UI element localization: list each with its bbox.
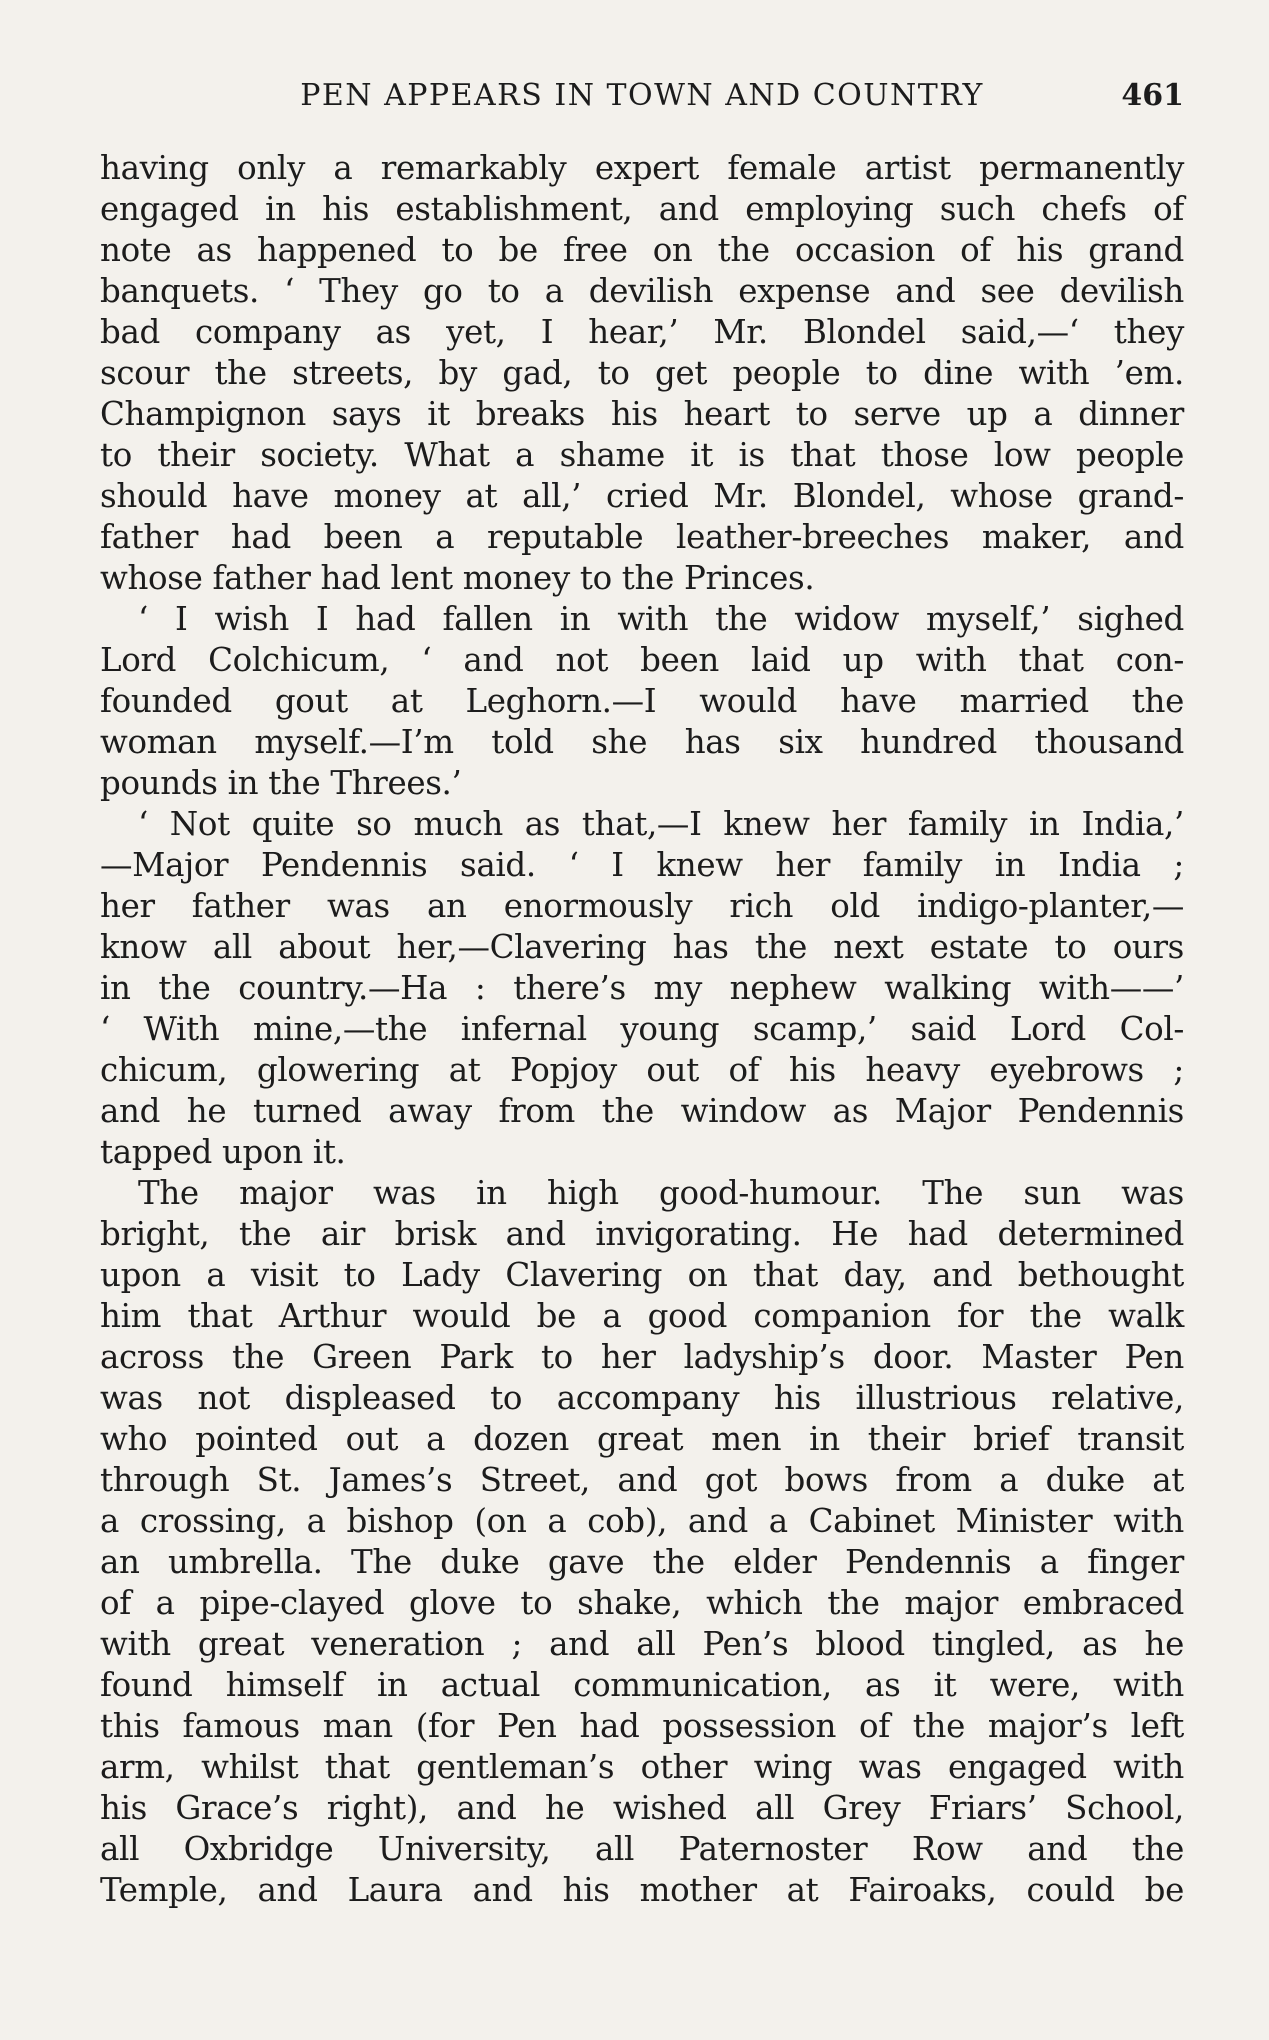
text-line: was not displeased to accompany his illustrious relative, [100, 1379, 1184, 1417]
text-line: upon a visit to Lady Clavering on that day, and bethought [100, 1256, 1184, 1294]
text-line: founded gout at Leghorn.—I would have married the [100, 682, 1184, 720]
text-line: tapped upon it. [100, 1133, 346, 1171]
text-line: him that Arthur would be a good companion for the walk [100, 1297, 1184, 1335]
text-line: Lord Colchicum, ‘ and not been laid up with that con- [100, 641, 1184, 679]
text-line: with great veneration ; and all Pen’s blood tingled, as he [100, 1625, 1184, 1663]
text-line: found himself in actual communication, as it were, with [100, 1666, 1184, 1704]
text-line: chicum, glowering at Popjoy out of his heavy eyebrows ; [100, 1051, 1184, 1089]
text-line: bad company as yet, I hear,’ Mr. Blondel said,—‘ they [100, 313, 1184, 351]
running-title: PEN APPEARS IN TOWN AND COUNTRY [300, 78, 984, 113]
text-line: in the country.—Ha : there’s my nephew walking with——’ [100, 969, 1184, 1007]
text-line: arm, whilst that gentleman’s other wing was engaged with [100, 1748, 1184, 1786]
text-line: this famous man (for Pen had possession of the major’s left [100, 1707, 1184, 1745]
text-line: a crossing, a bishop (on a cob), and a Cabinet Minister with [100, 1502, 1184, 1540]
text-line: across the Green Park to her ladyship’s door. Master Pen [100, 1338, 1184, 1376]
text-line: ‘ I wish I had fallen in with the widow myself,’ sighed [138, 600, 1184, 638]
text-line: his Grace’s right), and he wished all Grey Friars’ School, [100, 1789, 1184, 1827]
text-line: Champignon says it breaks his heart to serve up a dinner [100, 395, 1184, 433]
text-line: should have money at all,’ cried Mr. Blondel, whose grand- [100, 477, 1184, 515]
text-line: engaged in his establishment, and employing such chefs of [100, 190, 1184, 228]
text-line: pounds in the Threes.’ [100, 764, 462, 802]
text-line: through St. James’s Street, and got bows from a duke at [100, 1461, 1184, 1499]
text-line: her father was an enormously rich old indigo-planter,— [100, 887, 1184, 925]
text-line: ‘ Not quite so much as that,—I knew her family in India,’ [138, 805, 1184, 843]
text-line: banquets. ‘ They go to a devilish expense and see devilish [100, 272, 1184, 310]
text-line: Temple, and Laura and his mother at Fairoaks, could be [100, 1871, 1184, 1909]
page-number: 461 [1121, 78, 1184, 113]
text-line: —Major Pendennis said. ‘ I knew her family in India ; [100, 846, 1184, 884]
text-line: scour the streets, by gad, to get people to dine with ’em. [100, 354, 1184, 392]
text-line: ‘ With mine,—the infernal young scamp,’ said Lord Col- [100, 1010, 1184, 1048]
text-line: an umbrella. The duke gave the elder Pendennis a finger [100, 1543, 1184, 1581]
body-text [100, 148, 1184, 1911]
text-line: know all about her,—Clavering has the next estate to ours [100, 928, 1184, 966]
text-line: who pointed out a dozen great men in their brief transit [100, 1420, 1184, 1458]
text-line: having only a remarkably expert female artist permanently [100, 149, 1184, 187]
text-line: father had been a reputable leather-breeches maker, and [100, 518, 1184, 556]
text-line: note as happened to be free on the occasion of his grand [100, 231, 1184, 269]
text-line: whose father had lent money to the Princes. [100, 559, 815, 597]
text-line: woman myself.—I’m told she has six hundred thousand [100, 723, 1184, 761]
text-line: of a pipe-clayed glove to shake, which the major embraced [100, 1584, 1184, 1622]
text-line: and he turned away from the window as Major Pendennis [100, 1092, 1184, 1130]
text-line: to their society. What a shame it is that those low people [100, 436, 1184, 474]
text-line: all Oxbridge University, all Paternoster Row and the [100, 1830, 1184, 1868]
text-line: The major was in high good-humour. The sun was [138, 1174, 1184, 1212]
running-head [100, 78, 1184, 118]
text-line: bright, the air brisk and invigorating. He had determined [100, 1215, 1184, 1253]
